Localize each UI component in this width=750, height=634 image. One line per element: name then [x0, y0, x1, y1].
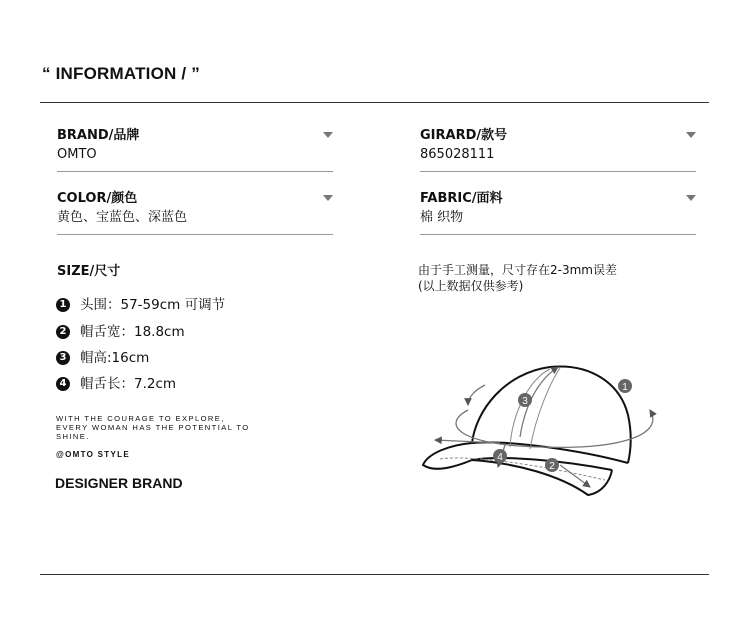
top-divider: [40, 102, 709, 103]
size-item: [56, 375, 176, 393]
chevron-down-icon[interactable]: [323, 132, 333, 138]
fabric-field[interactable]: [420, 191, 696, 227]
cap-outline-icon: [423, 366, 631, 495]
diagram-marker-label: 3: [522, 396, 528, 407]
designer-brand: DESIGNER BRAND: [55, 475, 183, 491]
brand-value: OMTO: [57, 147, 97, 162]
color-field[interactable]: [57, 191, 333, 227]
note-line: (以上数据仅供参考): [418, 279, 524, 293]
size-item-text: 头围：57-59cm 可调节: [80, 297, 226, 313]
section-title: “ INFORMATION / ”: [42, 64, 200, 83]
diagram-marker-3: [518, 393, 532, 407]
size-marker: 2: [56, 325, 70, 339]
brand-tag: @OMTO STYLE: [56, 450, 130, 459]
size-marker: 1: [56, 298, 70, 312]
diagram-marker-2: [545, 458, 559, 472]
diagram-marker-label: 4: [497, 452, 503, 463]
brand-field[interactable]: [57, 128, 333, 164]
cap-diagram: [410, 355, 670, 505]
girard-label: GIRARD/款号: [420, 128, 508, 143]
field-underline: [57, 171, 333, 172]
girard-value: 865028111: [420, 147, 495, 162]
size-item: [56, 349, 149, 367]
size-title: SIZE/尺寸: [57, 264, 121, 279]
size-item: [56, 323, 185, 341]
size-marker: 4: [56, 377, 70, 391]
chevron-down-icon[interactable]: [686, 195, 696, 201]
chevron-down-icon[interactable]: [323, 195, 333, 201]
brand-label: BRAND/品牌: [57, 128, 140, 143]
fabric-value: 棉 织物: [420, 210, 464, 225]
size-item: [56, 296, 225, 314]
size-item-text: 帽舌长：7.2cm: [80, 376, 177, 392]
fabric-label: FABRIC/面料: [420, 191, 503, 206]
note-line: 由于手工测量，尺寸存在2-3mm误差: [418, 263, 617, 277]
diagram-marker-4: [493, 449, 507, 463]
chevron-down-icon[interactable]: [686, 132, 696, 138]
brand-slogan: WITH THE COURAGE TO EXPLORE, EVERY WOMAN HAS THE POTENTIAL TO SHINE.: [56, 414, 250, 441]
bottom-divider: [40, 574, 709, 575]
size-item-text: 帽高:16cm: [80, 350, 150, 366]
diagram-marker-label: 2: [549, 461, 555, 472]
girard-field[interactable]: [420, 128, 696, 164]
color-value: 黄色、宝蓝色、深蓝色: [57, 210, 188, 225]
measurement-note: [418, 262, 678, 294]
diagram-marker-1: [618, 379, 632, 393]
diagram-marker-label: 1: [622, 382, 628, 393]
size-item-text: 帽舌宽：18.8cm: [80, 324, 185, 340]
field-underline: [420, 234, 696, 235]
field-underline: [57, 234, 333, 235]
field-underline: [420, 171, 696, 172]
size-marker: 3: [56, 351, 70, 365]
color-label: COLOR/颜色: [57, 191, 138, 206]
